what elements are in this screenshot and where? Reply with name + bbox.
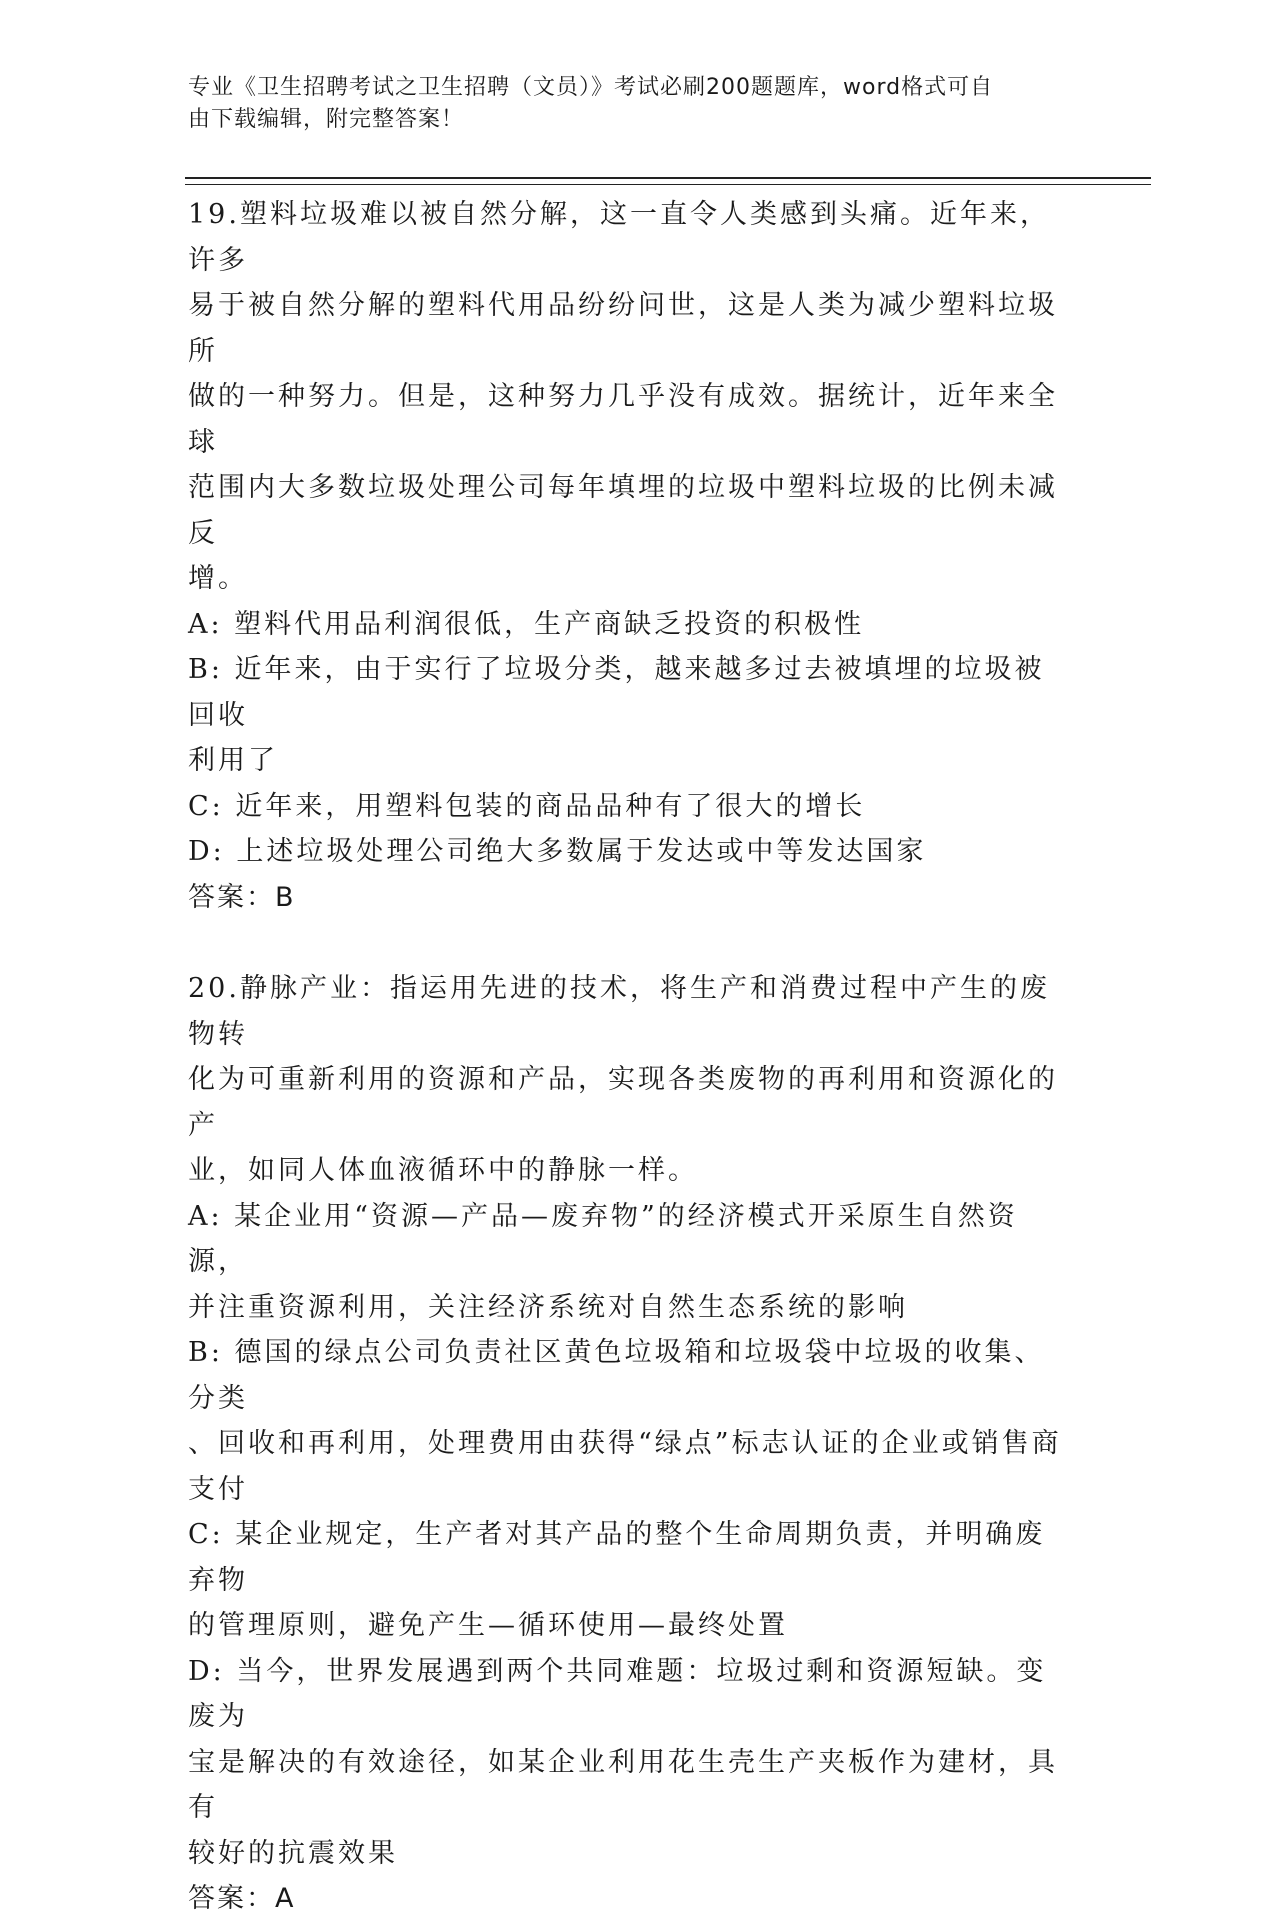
question-20 <box>188 966 1068 1922</box>
header-line-2: 由下载编辑，附完整答案！ <box>188 107 465 132</box>
stem-line: 增。 <box>188 563 248 594</box>
header-divider-thick <box>185 177 1151 179</box>
option-line: 宝是解决的有效途径，如某企业利用花生壳生产夹板作为建材，具有 <box>188 1746 1058 1823</box>
question-list <box>188 192 1068 1922</box>
document-header <box>188 72 1068 136</box>
answer-label: 答案：B <box>188 881 296 913</box>
option-line: D: 当今，世界发展遇到两个共同难题：垃圾过剩和资源短缺。变废为 <box>188 1655 1047 1732</box>
option-a <box>188 602 1068 648</box>
option-line: 较好的抗震效果 <box>188 1837 398 1869</box>
option-a <box>188 1194 1068 1331</box>
option-line: 的管理原则，避免产生—循环使用—最终处置 <box>188 1610 788 1641</box>
option-line: A: 某企业用“资源—产品—废弃物”的经济模式开采原生自然资源， <box>188 1200 1018 1277</box>
question-stem <box>188 966 1068 1194</box>
option-d <box>188 829 1068 875</box>
option-c <box>188 1512 1068 1649</box>
option-line: 支付 <box>188 1473 248 1505</box>
stem-line: 20.静脉产业：指运用先进的技术，将生产和消费过程中产生的废物转 <box>188 973 1050 1050</box>
stem-line: 19.塑料垃圾难以被自然分解，这一直令人类感到头痛。近年来，许多 <box>188 199 1050 276</box>
option-d <box>188 1649 1068 1877</box>
header-line-1: 专业《卫生招聘考试之卫生招聘（文员）》考试必刷200题题库，word格式可自 <box>188 75 994 100</box>
question-stem <box>188 192 1068 602</box>
question-19 <box>188 192 1068 920</box>
header-divider-thin <box>185 184 1151 185</box>
stem-line: 做的一种努力。但是，这种努力几乎没有成效。据统计，近年来全球 <box>188 381 1058 458</box>
option-c <box>188 784 1068 830</box>
option-line: B: 德国的绿点公司负责社区黄色垃圾箱和垃圾袋中垃圾的收集、分类 <box>188 1337 1045 1414</box>
option-b <box>188 647 1068 784</box>
option-line: D: 上述垃圾处理公司绝大多数属于发达或中等发达国家 <box>188 836 927 867</box>
option-b <box>188 1330 1068 1512</box>
option-line: C: 某企业规定，生产者对其产品的整个生命周期负责，并明确废弃物 <box>188 1519 1046 1596</box>
option-line: C: 近年来，用塑料包装的商品品种有了很大的增长 <box>188 790 866 822</box>
answer-label: 答案：A <box>188 1883 296 1914</box>
option-line: A: 塑料代用品利润很低，生产商缺乏投资的积极性 <box>188 608 865 640</box>
stem-line: 业，如同人体血液循环中的静脉一样。 <box>188 1155 698 1186</box>
option-line: 利用了 <box>188 745 278 776</box>
option-line: 、回收和再利用，处理费用由获得“绿点”标志认证的企业或销售商 <box>188 1428 1062 1459</box>
stem-line: 范围内大多数垃圾处理公司每年填埋的垃圾中塑料垃圾的比例未减反 <box>188 472 1058 549</box>
stem-line: 化为可重新利用的资源和产品，实现各类废物的再利用和资源化的产 <box>188 1064 1058 1141</box>
option-line: B: 近年来，由于实行了垃圾分类，越来越多过去被填埋的垃圾被回收 <box>188 654 1045 731</box>
option-line: 并注重资源利用，关注经济系统对自然生态系统的影响 <box>188 1291 908 1323</box>
stem-line: 易于被自然分解的塑料代用品纷纷问世，这是人类为减少塑料垃圾所 <box>188 290 1058 367</box>
